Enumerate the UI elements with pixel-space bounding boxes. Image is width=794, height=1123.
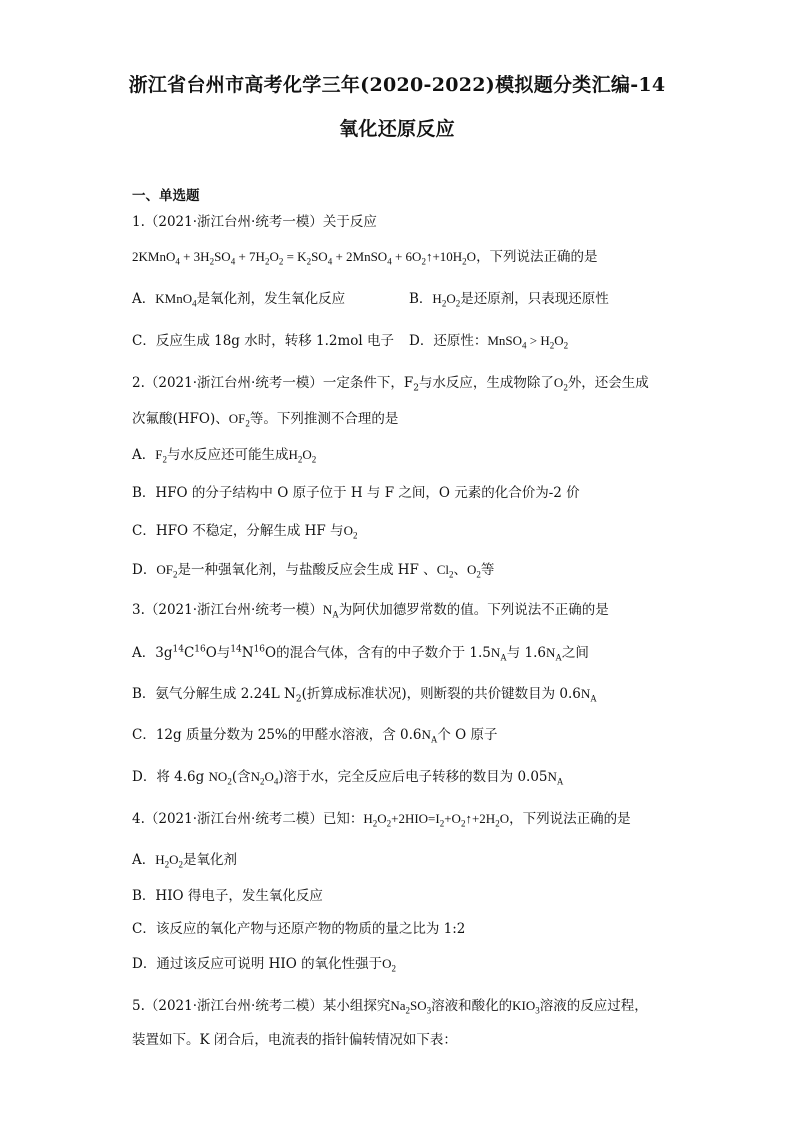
q4-option-c: C．该反应的氧化产物与还原产物的物质的量之比为 1:2 [132,921,466,937]
q5-stem: 5.（2021·浙江台州·统考二模）某小组探究$Na_2SO_3$溶液和酸化的$KIO_3$溶液的反应过程， [132,998,648,1016]
q2-option-c: C．HFO 不稳定，分解生成 HF 与$O_2$ [132,523,358,541]
q2-stem-line2: 次氟酸(HFO)、$OF_2$等。下列推测不合理的是 [132,411,399,429]
section-heading: 一、单选题 [132,188,200,204]
q1-stem: 1.（2021·浙江台州·统考一模）关于反应 [132,214,377,230]
q3-option-d: D．将 4.6g $NO_2$(含$N_2O_4$)溶于水，完全反应后电子转移的数目为 $0.05N_A$ [132,769,564,787]
q1-equation: 2KMnO$_4$ + $3H_2SO_4 + 7H_2O_2 = K_2SO_4$ + 2MnSO$_4$ + $6O_2↑+10H_2O$，下列说法正确的是 [132,249,598,267]
q2-stem: 2.（2021·浙江台州·统考一模）一定条件下，$F_2$与水反应，生成物除了$O_2$外，还会生成 [132,375,649,394]
q2-option-b: B．HFO 的分子结构中 O 原子位于 H 与 F 之间，O 元素的化合价为-2 价 [132,485,580,501]
document-subtitle: 氧化还原反应 [339,118,455,140]
q4-option-a: A．$H_2O_2$是氧化剂 [132,852,238,870]
q4-stem: 4.（2021·浙江台州·统考二模）已知：$H_2O_2+2HIO=I_2+O_2↑+2H_2O$，下列说法正确的是 [132,811,631,829]
q3-option-c: C．12g 质量分数为 25%的甲醛水溶液，含 $0.6N_A$个 O 原子 [132,727,498,745]
q1-option-b: B．$H_2O_2$是还原剂，只表现还原性 [409,291,609,309]
q1-option-d: D．还原性：MnSO$_4$ > $H_2O_2$ [409,333,569,351]
q3-stem: 3.（2021·浙江台州·统考一模）$N_A$为阿伏加德罗常数的值。下列说法不正确的是 [132,602,609,620]
q2-option-a: A．$F_2$与水反应还可能生成$H_2O_2$ [132,447,317,465]
q2-option-d: D．$OF_2$是一种强氧化剂，与盐酸反应会生成 HF 、$Cl_2$、$O_2$等 [132,562,495,580]
q5-stem-line2: 装置如下。K 闭合后，电流表的指针偏转情况如下表： [132,1032,457,1048]
q3-option-b: B．氨气分解生成 2.24L $N_2$(折算成标准状况)，则断裂的共价键数目为 $0.6N_A$ [132,686,597,705]
q3-option-a: A．$3g^{14}C^{16}O$与$^{14}N^{16}O$的混合气体，含有的中子数介于 $1.5N_A$与 $1.6N_A$之间 [132,644,589,663]
q1-option-a: A．KMnO$_4$是氧化剂，发生氧化反应 [132,291,346,309]
q1-option-c: C．反应生成 18g 水时，转移 1.2mol 电子 [132,333,395,349]
q4-option-d: D．通过该反应可说明 HIO 的氧化性强于$O_2$ [132,956,396,974]
q4-option-b: B．HIO 得电子，发生氧化反应 [132,888,323,904]
document-title: 浙江省台州市高考化学三年(2020-2022)模拟题分类汇编-14 [128,74,666,96]
